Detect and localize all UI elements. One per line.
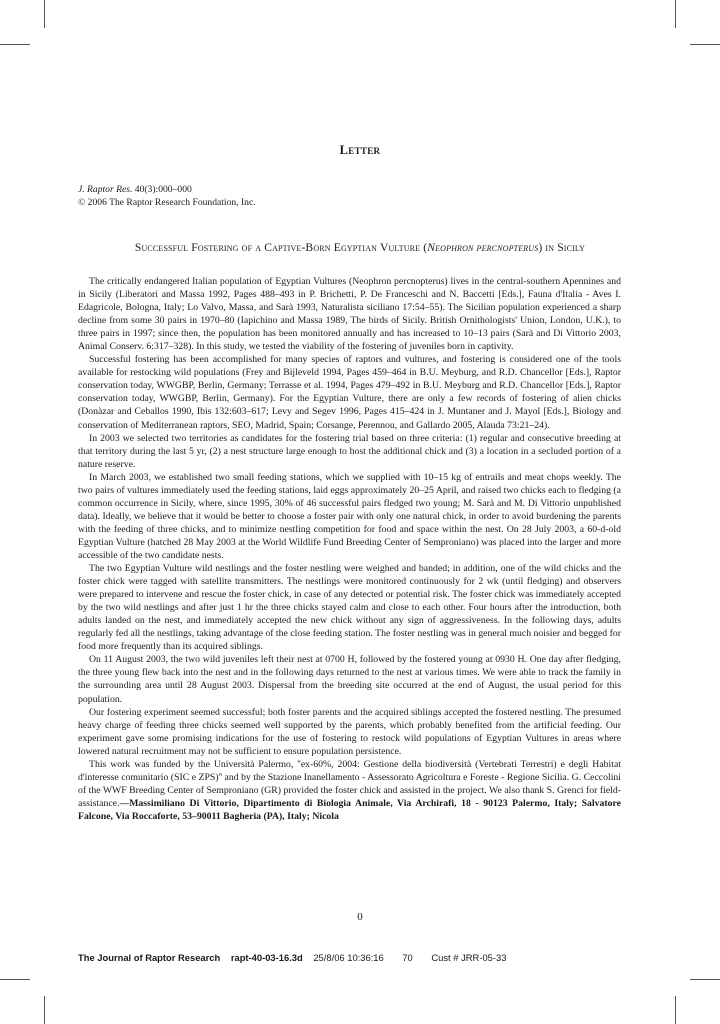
footer-datetime: 25/8/06 10:36:16	[313, 952, 384, 963]
article-body	[78, 275, 621, 823]
title-prefix: Successful Fostering of a Captive-Born Egyptian Vulture (	[134, 241, 428, 254]
paragraph-3: In 2003 we selected two territories as candidates for the fostering trial based on three criteria: (1) regular and consecutive breeding at that territory during the last 5 yr, (2) a nest structure large enough to host the additional chick and (3) a location in a secluded portion of a nature reserve.	[78, 432, 621, 470]
footer-page: 70	[402, 952, 413, 963]
author-affiliations: —Massimiliano Di Vittorio, Dipartimento di Biologia Animale, Via Archirafi, 18 - 90123 Palermo, Italy; Salvatore Falcone, Via Roccaforte, 53–90011 Bagheria (PA), Italy; Nicola	[78, 797, 621, 822]
section-heading: Letter	[339, 143, 381, 157]
article-title	[0, 241, 720, 254]
acknowledgment-paragraph	[78, 758, 621, 823]
crop-mark-top-left-v	[44, 0, 45, 28]
crop-mark-top-right-v	[675, 0, 676, 28]
journal-name: J. Raptor Res.	[78, 184, 133, 195]
crop-mark-bottom-right-v	[675, 996, 676, 1024]
acknowledgment-text: This work was funded by the Università Palermo, ''ex-60%, 2004: Gestione della biodiversità (Vertebrati Terrestri) e degli Habitat d'interesse comunitario (SIC e ZPS)'' and by the Stazione Inanellamento - Assessorato Agricoltura e Foreste - Regione Sicilia. G. Ceccolini of the WWF Breeding Center of Semproniano (GR) provided the foster chick and assisted in the project. We also thank S. Grenci for field-assistance.	[78, 758, 621, 809]
crop-mark-bottom-left-v	[44, 996, 45, 1024]
footer-cust: Cust # JRR-05-33	[431, 952, 507, 963]
crop-mark-bottom-left-h	[0, 979, 30, 980]
footer-file: rapt-40-03-16.3d	[230, 952, 303, 963]
paragraph-7: Our fostering experiment seemed successful; both foster parents and the acquired siblings accepted the fostered nestling. The presumed heavy charge of feeding three chicks seemed well supported by the parents, which probably benefited from the artificial feeding. Our experiment gave some promising indications for the use of fostering to restock wild populations of Egyptian Vultures in areas where lowered natural recruitment may not be sufficient to ensure population persistence.	[78, 706, 621, 757]
page-number: 0	[357, 911, 363, 923]
footer-journal: The Journal of Raptor Research	[78, 952, 221, 963]
crop-mark-top-right-h	[690, 44, 720, 45]
production-footer	[78, 952, 514, 963]
crop-mark-top-left-h	[0, 44, 30, 45]
journal-reference	[78, 183, 256, 209]
paragraph-1: The critically endangered Italian population of Egyptian Vultures (Neophron percnopterus) lives in the central-southern Apennines and in Sicily (Liberatori and Massa 1992, Pages 488–493 in P. Brichetti, P. De Franceschi and N. Baccetti [Eds.], Fauna d'Italia - Aves I. Edagricole, Bologna, Italy; Lo Valvo, Massa, and Sarà 1993, Naturalista siciliano 17:54–55). The Sicilian population experienced a sharp decline from some 30 pairs in 1970–80 (Iapichino and Massa 1989, The birds of Sicily. British Ornithologists' Union, London, U.K.), to three pairs in 1997; since then, the population has been monitored annually and has increased to 10–13 pairs (Sarà and Di Vittorio 2003, Animal Conserv. 6:317–328). In this study, we tested the viability of the fostering of juveniles born in captivity.	[78, 276, 621, 353]
crop-mark-bottom-right-h	[690, 979, 720, 980]
title-suffix: ) in Sicily	[538, 241, 586, 254]
paragraph-2: Successful fostering has been accomplished for many species of raptors and vultures, and fostering is considered one of the tools available for restocking wild populations (Frey and Bijleveld 1994, Pages 459–464 in B.U. Meyburg, and R.D. Chancellor [Eds.], Raptor conservation today, WWGBP, Berlin, Germany; Terrasse et al. 1994, Pages 479–492 in B.U. Meyburg and R.D. Chancellor [Eds.], Raptor conservation today, WWGBP, Berlin, Germany). For the Egyptian Vulture, there are only a few records of fostering of alien chicks (Donàzar and Ceballos 1990, Ibis 132:603–617; Levy and Segev 1996, Pages 415–424 in J. Muntaner and J. Mayol [Eds.], Biology and conservation of Mediterranean raptors, SEO, Madrid, Spain; Corsange, Perennou, and Gallardo 2005, Alauda 73:21–24).	[78, 354, 621, 431]
paragraph-6: On 11 August 2003, the two wild juveniles left their nest at 0700 H, followed by the fostered young at 0930 H. One day after fledging, the three young flew back into the nest and in the following days returned to the nest at various times. We were able to track the family in the surrounding area until 28 August 2003. Dispersal from the breeding site occurred at the end of August, the usual period for this population.	[78, 654, 621, 705]
title-species: Neophron percnopterus	[427, 241, 539, 254]
copyright-line: © 2006 The Raptor Research Foundation, Inc.	[78, 197, 256, 208]
paragraph-5: The two Egyptian Vulture wild nestlings and the foster nestling were weighed and banded; in addition, one of the wild chicks and the foster chick were tagged with satellite transmitters. The nestlings were monitored continuously for 2 wk (until fledging) and observers were prepared to intervene and rescue the foster chick, in case of any detected or potential risk. The foster chick was immediately accepted by the two wild nestlings and after just 1 hr the three chicks stayed calm and close to each other. Four hours after the introduction, both adults landed on the nest, and immediately accepted the new chick without any sign of aggressiveness. In the following days, adults regularly fed all the nestlings, taking advantage of the close feeding station. The foster nestling was in general much noisier and begged for food more frequently than its acquired siblings.	[78, 563, 621, 653]
journal-citation: 40(3):000–000	[134, 184, 192, 195]
paragraph-4: In March 2003, we established two small feeding stations, which we supplied with 10–15 kg of entrails and meat chops weekly. The two pairs of vultures immediately used the feeding stations, laid eggs approximately 20–25 April, and raised two chicks each to fledging (a common occurrence in Sicily, where, since 1995, 30% of 46 successful pairs fledged two young; M. Sarà and M. Di Vittorio unpublished data). Ideally, we believe that it would be better to choose a foster pair with only one natural chick, in order to avoid burdening the parents with the feeding of three chicks, and to minimize nestling competition for food and space within the nest. On 28 July 2003, a 60-d-old Egyptian Vulture (hatched 28 May 2003 at the World Wildlife Fund Breeding Center of Semproniano) was placed into the larger and more accessible of the two candidate nests.	[78, 471, 621, 561]
